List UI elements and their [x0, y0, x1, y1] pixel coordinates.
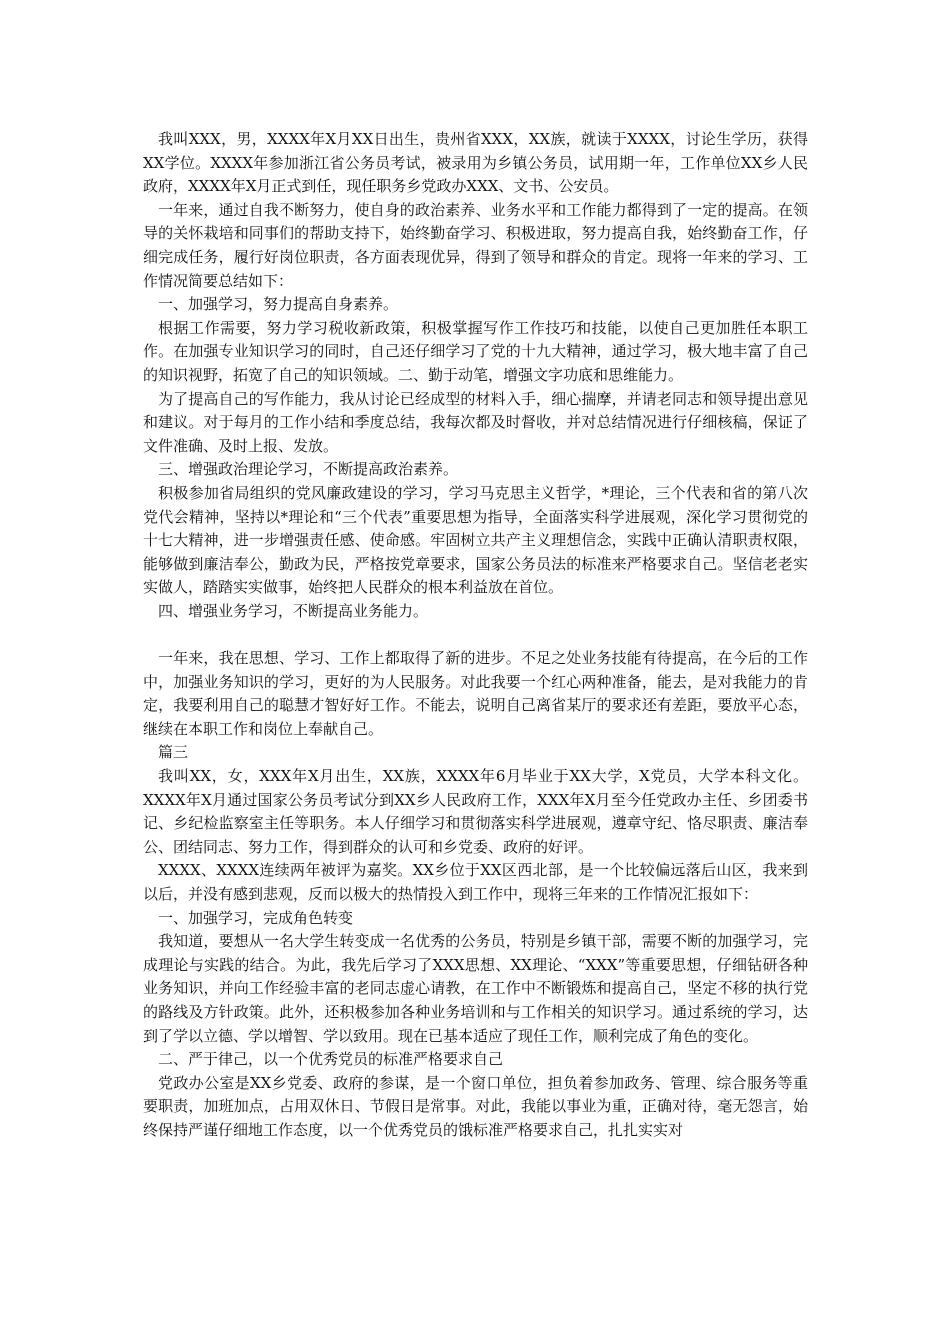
- heading-role-change: 一、加强学习，完成角色转变: [158, 908, 354, 927]
- heading-self-discipline: 二、严于律己，以一个优秀党员的标准严格要求自己: [158, 1050, 504, 1069]
- paragraph-study: 根据工作需要，努力学习税收新政策，积极掌握写作工作技巧和技能，以使自己更加胜任本职工作。在加强专业知识学习的同时，自己还仔细学习了党的十九大精神，通过学习，极大地丰富了自己的知识视野，拓宽了自己的知识领域。二、勤于动笔，增强文字功底和思维能力。: [143, 318, 808, 384]
- document-body: [143, 128, 808, 1143]
- paragraph-intro: 我叫XXX，男，XXXX年X月XX日出生，贵州省XXX，XX族，就读于XXXX，讨论生学历，获得XX学位。XXXX年参加浙江省公务员考试，被录用为乡镇公务员，试用期一年，工作单位XX乡人民政府，XXXX年X月正式到任，现任职务乡党政办XXX、文书、公安员。: [143, 130, 808, 196]
- paragraph-office: 党政办公室是XX乡党委、政府的参谋，是一个窗口单位，担负着参加政务、管理、综合服务等重要职责，加班加点，占用双休日、节假日是常事。对此，我能以事业为重，正确对待，毫无怨言，始终保持严谨仔细地工作态度，以一个优秀党员的饿标准严格要求自己，扎扎实实对: [143, 1073, 808, 1139]
- paragraph-awards: XXXX、XXXX连续两年被评为嘉奖。XX乡位于XX区西北部，是一个比较偏远落后山区，我来到以后，并没有感到悲观，反而以极大的热情投入到工作中，现将三年来的工作情况汇报如下：: [143, 861, 808, 903]
- paragraph-conclusion: 一年来，我在思想、学习、工作上都取得了新的进步。不足之处业务技能有待提高，在今后的工作中，加强业务知识的学习，更好的为人民服务。对此我要一个红心两种准备，能去，是对我能力的肯定，我要利用自己的聪慧才智好好工作。不能去，说明自己离省某厅的要求还有差距，要放平心态，继续在本职工作和岗位上奉献自己。: [143, 649, 808, 738]
- paragraph-intro-2: 我叫XX，女，XXX年X月出生，XX族，XXXX年6月毕业于XX大学，X党员，大学本科文化。XXXX年X月通过国家公务员考试分到XX乡人民政府工作，XXX年X月至今任党政办主任、乡团委书记、乡纪检监察室主任等职务。本人仔细学习和贯彻落实科学进展观，遵章守纪、恪尽职责、廉洁奉公、团结同志、努力工作，得到群众的认可和乡党委、政府的好评。: [143, 767, 808, 856]
- heading-section-1: 一、加强学习，努力提高自身素养。: [158, 295, 399, 314]
- heading-section-3: 三、增强政治理论学习，不断提高政治素养。: [158, 460, 459, 479]
- paragraph-learning: 我知道，要想从一名大学生转变成一名优秀的公务员，特别是乡镇干部，需要不断的加强学习，完成理论与实践的结合。为此，我先后学习了XXX思想、XX理论、“XXX”等重要思想，仔细钻研各种业务知识，并向工作经验丰富的老同志虚心请教，在工作中不断锻炼和提高自己，坚定不移的执行党的路线及方针政策。此外，还积极参加各种业务培训和与工作相关的知识学习。通过系统的学习，达到了学以立德、学以增智、学以致用。现在已基本适应了现任工作，顺利完成了角色的变化。: [143, 932, 808, 1045]
- heading-section-4: 四、增强业务学习，不断提高业务能力。: [158, 601, 429, 620]
- blank-line: [143, 623, 808, 647]
- paragraph-writing: 为了提高自己的写作能力，我从讨论已经成型的材料入手，细心揣摩，并请老同志和领导提出意见和建议。对于每月的工作小结和季度总结，我每次都及时督收，并对总结情况进行仔细核稿，保证了文件准确、及时上报、发放。: [143, 389, 808, 455]
- heading-part-three: 篇三: [158, 743, 189, 762]
- paragraph-summary: 一年来，通过自我不断努力，使自身的政治素养、业务水平和工作能力都得到了一定的提高。在领导的关怀栽培和同事们的帮助支持下，始终勤奋学习、积极进取，努力提高自我，始终勤奋工作，仔细完成任务，履行好岗位职责，各方面表现优异，得到了领导和群众的肯定。现将一年来的学习、工作情况简要总结如下：: [143, 200, 808, 290]
- paragraph-politics: 积极参加省局组织的党风廉政建设的学习，学习马克思主义哲学，*理论，三个代表和省的第八次党代会精神，坚持以*理论和“三个代表”重要思想为指导，全面落实科学进展观，深化学习贯彻党的十七大精神，进一步增强责任感、使命感。牢固树立共产主义理想信念，实践中正确认清职责权限，能够做到廉洁奉公，勤政为民，严格按党章要求，国家公务员法的标准来严格要求自己。坚信老老实实做人，踏踏实实做事，始终把人民群众的根本利益放在首位。: [143, 483, 808, 597]
